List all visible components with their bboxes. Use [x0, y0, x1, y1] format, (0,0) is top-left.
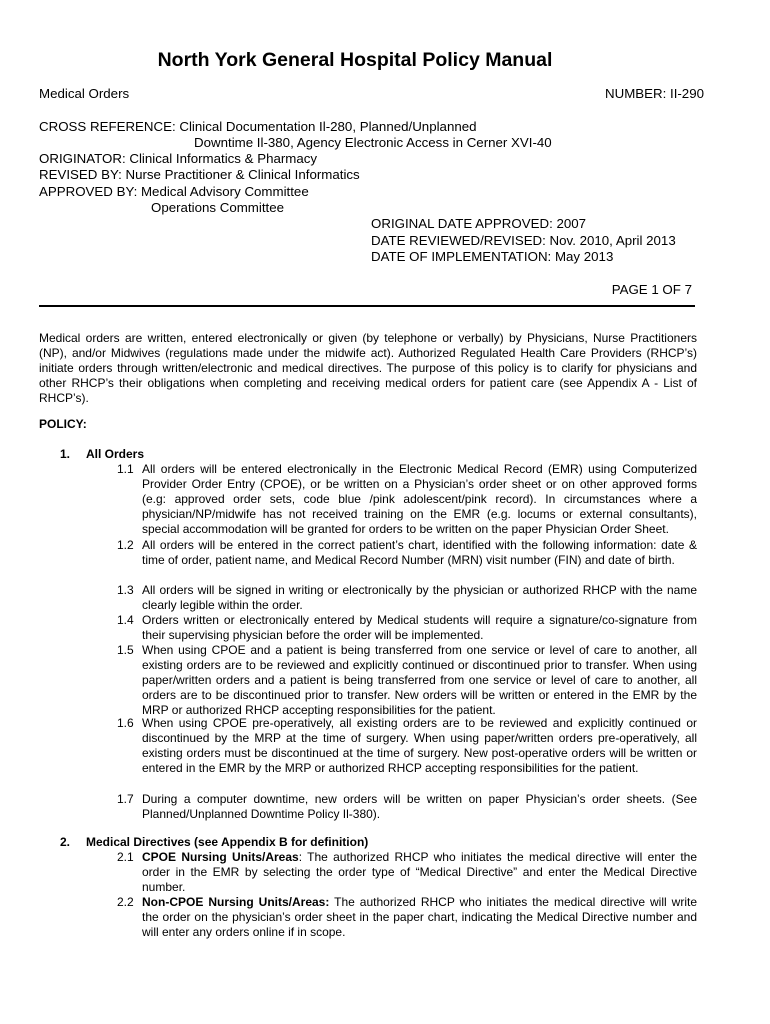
cross-reference-continued: Downtime Il-380, Agency Electronic Access in Cerner XVI-40: [194, 135, 552, 150]
list-item: [117, 850, 697, 895]
item-text: All orders will be signed in writing or electronically by the physician or authorized RHCP with the name clearly legible within the order.: [142, 583, 697, 612]
item-text: Orders written or electronically entered by Medical students will require a signature/co-signature from their supervising physician before the order will be implemented.: [142, 613, 697, 642]
item-lead: Non-CPOE Nursing Units/Areas:: [142, 895, 330, 909]
approved-by-continued: Operations Committee: [151, 200, 285, 215]
item-body: The authorized RHCP who initiates the medical directive will write the order on the physician’s order sheet in the paper chart, indicating the Medical Directive number and will enter any orders online if in scope.: [142, 895, 697, 939]
section-number: 2.: [60, 835, 71, 849]
item-number: 1.5: [117, 643, 134, 657]
item-body: : The authorized RHCP who initiates the medical directive will enter the order in the EMR by selecting the order type of “Medical Directive” and enter the Medical Directive number.: [142, 850, 698, 894]
list-item: [117, 895, 697, 940]
revised-by: REVISED BY: Nurse Practitioner & Clinical Informatics: [39, 167, 360, 182]
item-text: During a computer downtime, new orders will be written on paper Physician’s order sheets. (See Planned/Unplanned Downtime Policy Il-380).: [142, 792, 697, 821]
date-of-implementation: DATE OF IMPLEMENTATION: May 2013: [371, 249, 614, 264]
item-number: 1.6: [117, 716, 134, 730]
list-item: [117, 643, 697, 718]
section-number: 1.: [60, 447, 71, 461]
intro-paragraph: Medical orders are written, entered electronically or given (by telephone or verbally) by Physicians, Nurse Practitioners (NP), and/or Midwives (regulations made under the midwife act). Authorized Regulated Health Care Providers (RHCP’s) initiate orders through written/electronic and medical directives. The purpose of this policy is to clarify for physicians and other RHCP’s their obligations when completing and receiving medical orders for patient care (see Appendix A - List of RHCP’s).: [39, 331, 697, 405]
item-lead: CPOE Nursing Units/Areas: [142, 850, 299, 864]
approved-by: APPROVED BY: Medical Advisory Committee: [39, 184, 309, 199]
item-text: [142, 850, 697, 895]
original-date-approved: ORIGINAL DATE APPROVED: 2007: [371, 216, 587, 231]
date-reviewed-revised: DATE REVIEWED/REVISED: Nov. 2010, April 2013: [371, 233, 676, 248]
item-text: All orders will be entered electronically in the Electronic Medical Record (EMR) using Computerized Provider Order Entry (CPOE), or be written on a Physician’s order sheet or on other approved forms (e.g: approved order sets, code blue /pink adolescent/pink record). In circumstances where a physician/NP/midwife has not received training on the EMR (e.g. locums or external consultants), special accommodation will be granted for orders to be written on the paper Physician Order Sheet.: [142, 462, 697, 536]
originator: ORIGINATOR: Clinical Informatics & Pharmacy: [39, 151, 318, 166]
list-item: [117, 792, 697, 822]
item-text: All orders will be entered in the correct patient’s chart, identified with the following information: date & time of order, patient name, and Medical Record Number (MRN) visit number (FIN) and date of birth.: [142, 538, 697, 567]
item-text: [142, 895, 697, 940]
section-heading: [60, 447, 144, 462]
policy-subject: Medical Orders: [39, 86, 130, 101]
section-title: All Orders: [86, 447, 145, 461]
item-number: 2.2: [117, 895, 134, 909]
item-number: 2.1: [117, 850, 134, 864]
section-title: Medical Directives (see Appendix B for definition): [86, 835, 369, 849]
page-number: PAGE 1 OF 7: [611, 282, 692, 297]
policy-number: NUMBER: II-290: [604, 86, 704, 101]
policy-heading: POLICY:: [39, 417, 87, 431]
list-item: [117, 613, 697, 643]
cross-reference: CROSS REFERENCE: Clinical Documentation Il-280, Planned/Unplanned: [39, 119, 477, 134]
list-item: [117, 583, 697, 613]
item-text: When using CPOE pre-operatively, all existing orders are to be reviewed and explicitly continued or discontinued by the MRP at the time of surgery. When using paper/written orders pre-operatively, all existing orders must be discontinued at the time of surgery. New post-operative orders will be written or entered in the EMR by the MRP or authorized RHCP accepting responsibilities for the patient.: [142, 716, 697, 775]
header-divider: [39, 305, 695, 307]
item-number: 1.2: [117, 538, 134, 552]
item-number: 1.1: [117, 462, 134, 476]
list-item: [117, 538, 697, 568]
item-number: 1.7: [117, 792, 134, 806]
item-number: 1.3: [117, 583, 134, 597]
section-heading: [60, 835, 368, 850]
item-number: 1.4: [117, 613, 134, 627]
list-item: [117, 462, 697, 537]
list-item: [117, 716, 697, 776]
document-title: North York General Hospital Policy Manual: [157, 49, 553, 71]
item-text: When using CPOE and a patient is being transferred from one service or level of care to another, all existing orders are to be reviewed and explicitly continued or discontinued prior to transfer. When using paper/written orders and a patient is being transferred from one service or level of care to another, all orders are to be discontinued prior to transfer. New orders will be written or entered in the EMR by the MRP or authorized RHCP accepting responsibilities for the patient.: [142, 643, 697, 717]
